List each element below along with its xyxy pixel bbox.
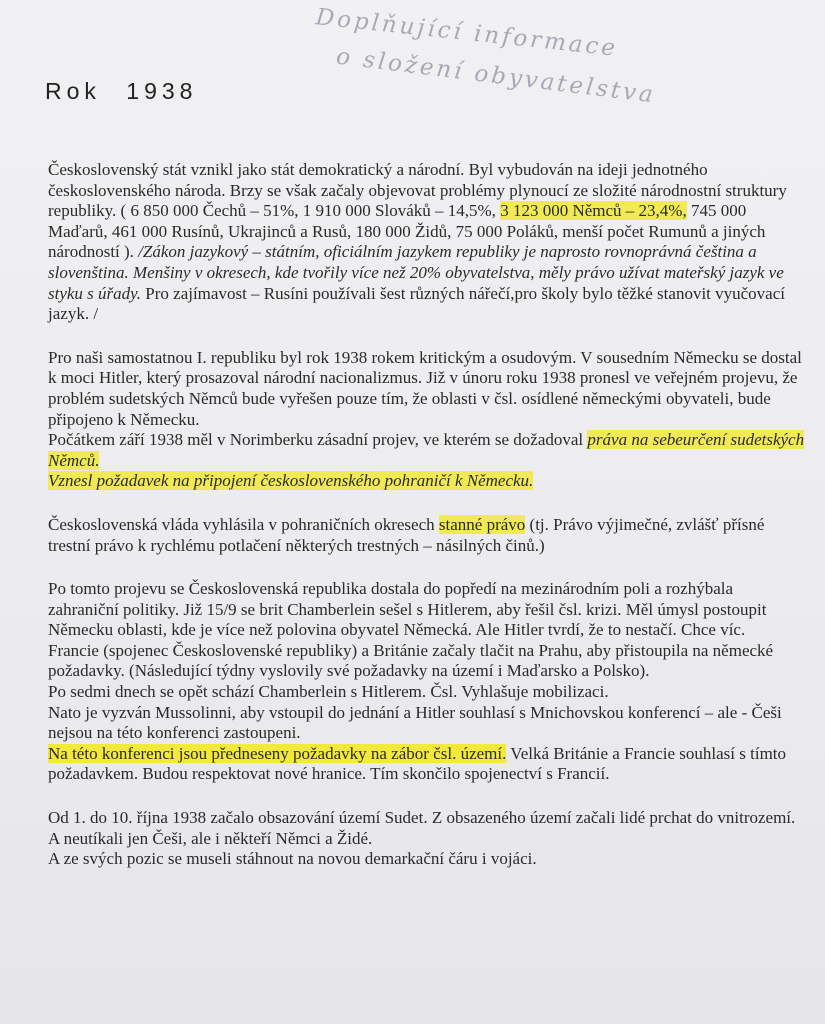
paragraph-occupation — [48, 808, 808, 870]
p4-line3: Po sedmi dnech se opět schází Chamberlein s Hitlerem. Čsl. Vyhlašuje mobilizaci. — [48, 682, 609, 702]
p5-line1: Od 1. do 10. října 1938 začalo obsazování území Sudet. Z obsazeného území začali lidé prchat do vnitrozemí. A neutíkali jen Češi, ale i někteří Němci a Židé. — [48, 808, 796, 848]
p1-highlight-germans: 3 123 000 Němců – 23,4%, — [500, 201, 687, 221]
paragraph-population — [48, 160, 808, 325]
p4-line5: Velká Británie a Francie souhlasí s tímto požadavkem. Budou respektovat nové hranice. Tím skončilo spojenectví s Francií. — [48, 743, 787, 784]
p3-text-b: (tj. Právo výjimečné, zvlášť přísné trestní právo k rychlému potlačení některých trestných – násilných činů.) — [48, 514, 765, 555]
p2-text-a: Pro naši samostatnou I. republiku byl rok 1938 rokem kritickým a osudovým. V sousedním Německu se dostal k moci Hitler, který prosazoval národní nacionalizmus. Již v únoru roku 1938 pronesl ve veřejném projevu, že problém sudetských Němců bude vyřešen pouze tím, že oblasti v čsl. osídlené německými obyvateli, bude připojeno k Německu. — [48, 347, 802, 429]
p3-text-a: Československá vláda vyhlásila v pohraničních okresech — [48, 514, 439, 534]
p4-line2: Francie (spojenec Československé republiky) a Británie začaly tlačit na Prahu, aby přistoupila na německé požadavky. (Následující týdny vyslovily své požadavky na území i Maďarsko a Polsko). — [48, 640, 774, 681]
paragraph-martial-law — [48, 515, 808, 556]
paragraph-hitler — [48, 348, 808, 492]
p5-line2: A ze svých pozic se museli stáhnout na novou demarkační čáru i vojáci. — [48, 849, 537, 869]
p1-language-law: /Zákon jazykový – státním, oficiálním jazykem republiky je naprosto rovnoprávná čeština a slovenština. Menšiny v okresech, kde tvořily více než 20% obyvatelstva, měly právo užívat mateřský jazyk ve styku s úřady. — [48, 242, 784, 303]
p4-highlight-conference: Na této konferenci jsou předneseny požadavky na zábor čsl. území. — [48, 743, 507, 763]
p1-text-c: Pro zajímavost – Rusíni používali šest různých nářečí,pro školy bylo těžké stanovit vyučovací jazyk. / — [48, 283, 785, 324]
paragraph-munich — [48, 579, 808, 785]
p2-highlight-self-determination: práva na sebeurčení sudetských Němců. — [48, 430, 805, 470]
p2-text-b: Počátkem září 1938 měl v Norimberku zásadní projev, ve kterém se dožadoval — [48, 430, 588, 450]
page-title: Rok 1938 — [45, 78, 198, 104]
document-body — [48, 160, 808, 893]
p1-text-b: 745 000 Maďarů, 461 000 Rusínů, Ukrajinců a Rusů, 180 000 Židů, 75 000 Poláků, menší počet Rumunů a jiných národností ). — [48, 201, 766, 262]
p4-line4: Nato je vyzván Mussolinni, aby vstoupil do jednání a Hitler souhlasí s Mnichovskou konferencí – ale - Češi nejsou na této konferenci zastoupeni. — [48, 702, 782, 743]
handwritten-note-line2: o složení obyvatelstva — [334, 43, 658, 109]
p4-line1: Po tomto projevu se Československá republika dostala do popředí na mezinárodním poli a rozhýbala zahraniční politiky. Již 15/9 se brit Chamberlein sešel s Hitlerem, aby řešil čsl. krizi. Měl úmysl postoupit Německu oblasti, kde je více než polovina obyvatel Německá. Ale Hitler tvrdí, že to nestačí. Chce víc. — [48, 579, 767, 640]
handwritten-note-line1: Doplňující informace — [314, 4, 620, 62]
p1-text-a: Československý stát vznikl jako stát demokratický a národní. Byl vybudován na ideji jednotného československého národa. Brzy se však začaly objevovat problémy plynoucí ze složité národnostní struktury republiky. ( 6 850 000 Čechů – 51%, 1 910 000 Slováků – 14,5%, — [48, 160, 787, 221]
p2-highlight-demand: Vznesl požadavek na připojení československého pohraničí k Německu. — [48, 471, 534, 491]
p3-highlight-martial-law: stanné právo — [438, 514, 526, 534]
